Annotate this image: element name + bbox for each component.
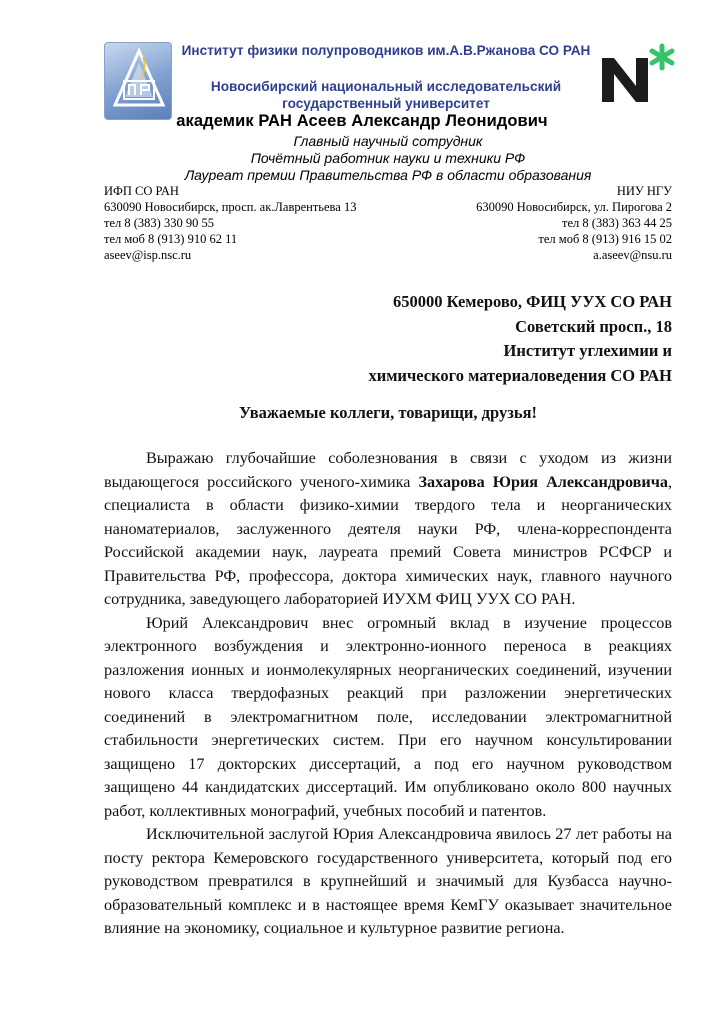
body-paragraph: Исключительной заслугой Юрия Александровича явилось 27 лет работы на посту ректора Кемеровского государственного университета, который под его руководством превратился в крупнейший и значимый для Кузбасса научно-образовательный комплекс и в настоящее время КемГУ оказывает значительное влияние на экономику, социальное и культурное развитие региона. [104,825,672,937]
contact-org: ИФП СО РАН [104,184,179,198]
salutation: Уважаемые коллеги, товарищи, друзья! [238,403,538,422]
role-line: Лауреат премии Правительства РФ в области образования [184,167,592,183]
addressee-line: Институт углехимии и [503,341,672,360]
ifp-logo-icon [104,42,172,120]
role-line: Главный научный сотрудник [293,133,483,149]
contacts-left [104,183,356,263]
body-paragraph [104,447,672,612]
academic-name: академик РАН Асеев Александр Леонидович [176,112,548,130]
addressee-line: Советский просп., 18 [515,316,672,336]
addressee-line: химического материаловедения СО РАН [368,365,672,385]
contact-mobile: тел моб 8 (913) 910 62 11 [104,232,238,246]
contact-email: aseev@isp.nsc.ru [104,248,192,262]
deceased-name: Захарова Юрия Александровича [418,472,668,491]
paragraph-text: , специалиста в области физико-химии твердого тела и неорганических наноматериалов, заслуженного деятеля науки РФ, члена-корреспондента Российской академии наук, лауреата премий Совета министров РСФСР и Правительства РФ, профессора, доктора химических наук, главного научного сотрудника, заведующего лабораторией ИУХМ ФИЦ УУХ СО РАН. [104,472,672,608]
contact-phone: тел 8 (383) 330 90 55 [104,216,214,230]
institute-name-2: Новосибирский национальный исследовательский государственный университет [210,79,562,111]
contact-address: 630090 Новосибирск, просп. ак.Лаврентьева 13 [104,200,357,214]
role-line: Почётный работник науки и техники РФ [250,150,526,166]
nsu-n-star-logo-icon [600,42,680,104]
body-paragraph: Юрий Александрович внес огромный вклад в изучение процессов электронного возбуждения и электронно-ионного переноса в реакциях разложения ионных и ионмолекулярных неорганических соединений, изучении нового класса твердофазных реакций при разложении энергетических соединений в электромагнитном поле, исследовании электромагнитной стабильности энергетических систем. При его научном консультировании защищено 17 докторских диссертаций, а под его научном руководством защищено 44 кандидатских диссертаций. Им опубликовано около 800 научных работ, коллективных монографий, учебных пособий и патентов. [104,613,672,820]
addressee-line: 650000 Кемерово, ФИЦ УУХ СО РАН [393,292,672,311]
contact-mobile: тел моб 8 (913) 916 15 02 [538,232,672,246]
contact-phone: тел 8 (383) 363 44 25 [562,216,672,230]
contact-address: 630090 Новосибирск, ул. Пирогова 2 [476,200,672,214]
contacts-right [476,183,672,263]
letter-body [104,447,672,941]
contact-email: a.aseev@nsu.ru [593,248,672,262]
institute-name-1: Институт физики полупроводников им.А.В.Ржанова СО РАН [181,43,591,58]
paragraph-text: Выражаю глубочайшие соболезнования в связи с уходом из жизни выдающегося российского ученого-химика [104,449,672,491]
contact-org: НИУ НГУ [616,184,672,198]
addressee-block [368,290,672,388]
